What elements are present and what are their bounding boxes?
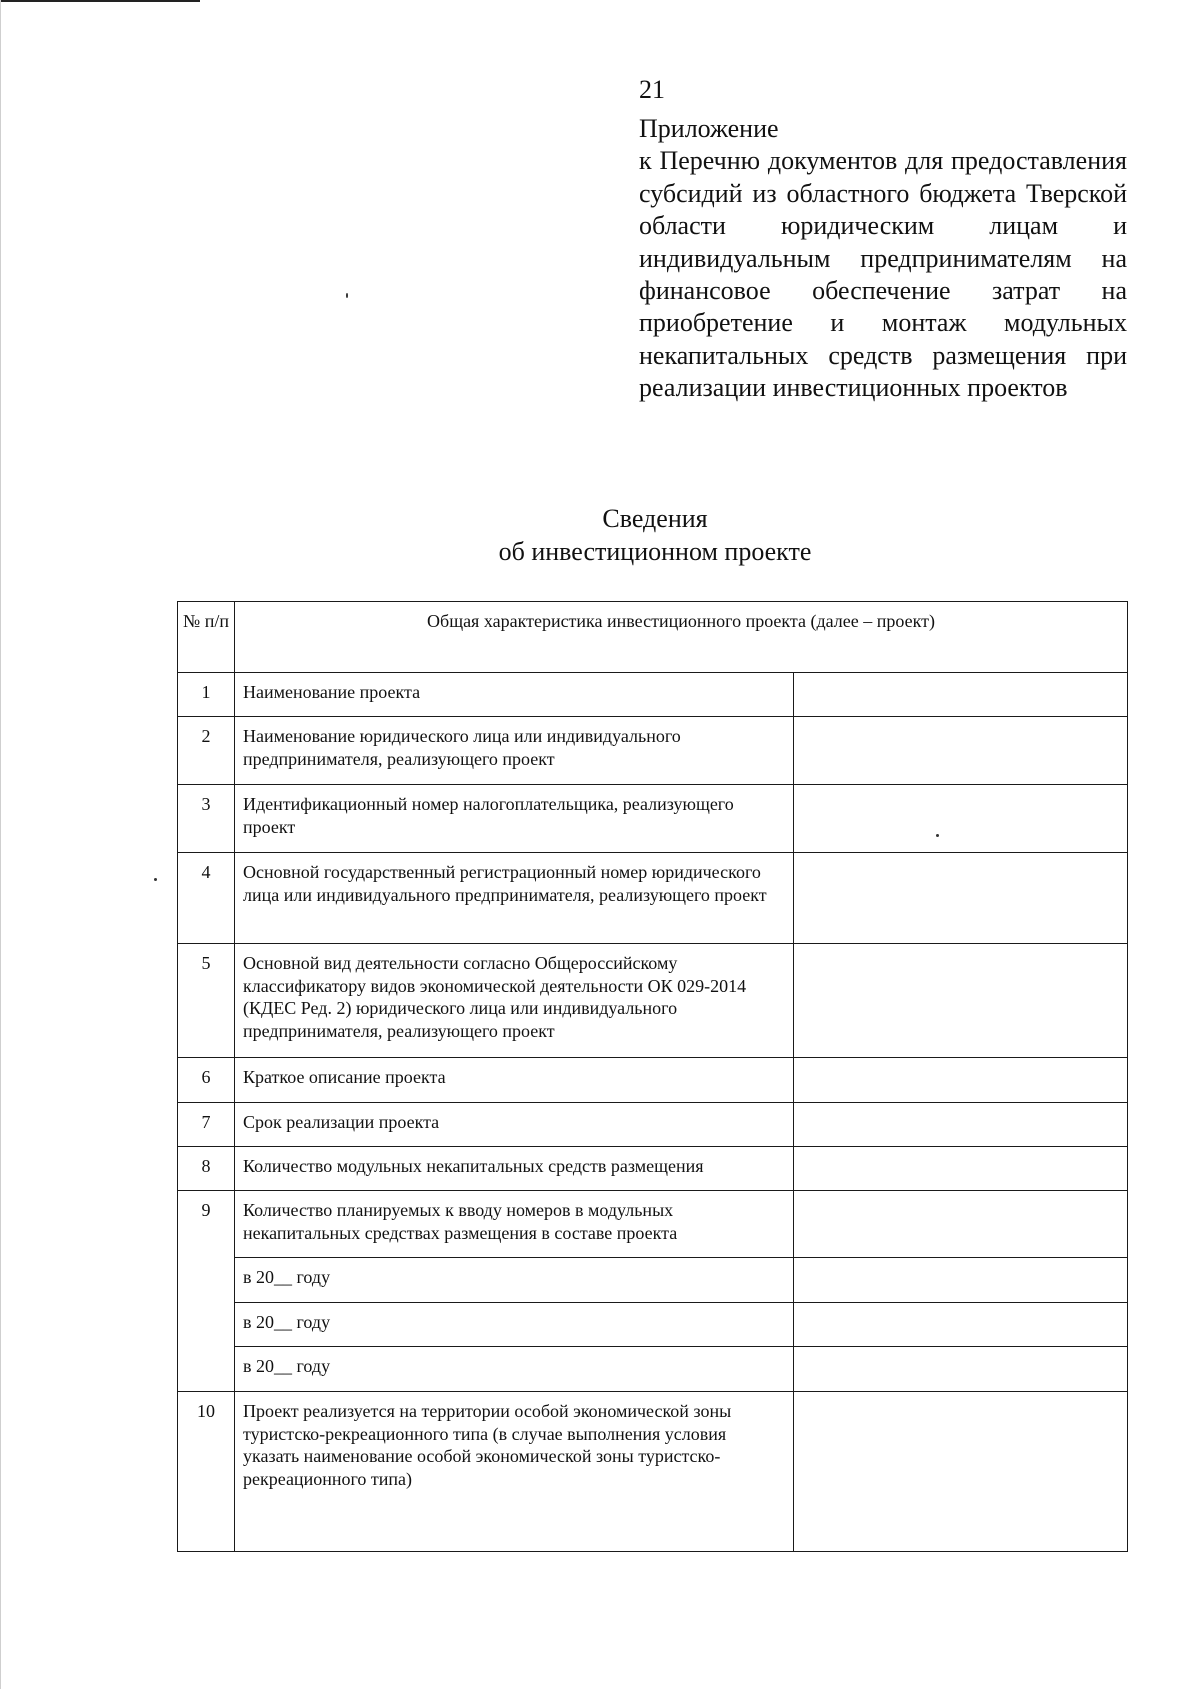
- row-description: Количество модульных некапитальных средств размещения: [235, 1147, 794, 1191]
- row-description: в 20__ году: [235, 1303, 794, 1347]
- scan-speck: [346, 293, 348, 298]
- table-row: [178, 1347, 1128, 1392]
- row-number: 4: [178, 853, 235, 944]
- row-description: Основной государственный регистрационный номер юридического лица или индивидуального предпринимателя, реализующего проект: [235, 853, 794, 944]
- document-heading: [0, 502, 1200, 568]
- row-value-field[interactable]: [794, 1392, 1128, 1552]
- row-number: 10: [178, 1392, 235, 1552]
- row-description: Проект реализуется на территории особой экономической зоны туристско-рекреационного типа (в случае выполнения условия указать наименование особой экономической зоны туристско-рекреационного типа): [235, 1392, 794, 1552]
- row-number: 2: [178, 717, 235, 785]
- row-description: в 20__ году: [235, 1258, 794, 1303]
- row-description: Краткое описание проекта: [235, 1058, 794, 1103]
- row-description: Основной вид деятельности согласно Общероссийскому классификатору видов экономической деятельности ОК 029-2014 (КДЕС Ред. 2) юридического лица или индивидуального предпринимателя, реализующего проект: [235, 944, 794, 1058]
- scan-speck: [154, 878, 157, 881]
- header-number-cell: № п/п: [178, 602, 235, 673]
- row-value-field[interactable]: [794, 1058, 1128, 1103]
- heading-line-1: Сведения: [602, 504, 708, 533]
- table-row: [178, 1058, 1128, 1103]
- scan-artifact-line: [0, 0, 200, 2]
- row-value-field[interactable]: [794, 1103, 1128, 1147]
- row-number: 9: [178, 1191, 235, 1392]
- table-row: [178, 1303, 1128, 1347]
- row-description: Наименование юридического лица или индивидуального предпринимателя, реализующего проект: [235, 717, 794, 785]
- row-description: Наименование проекта: [235, 673, 794, 717]
- row-value-field[interactable]: [794, 673, 1128, 717]
- appendix-title: Приложение: [639, 114, 779, 143]
- table-row: [178, 673, 1128, 717]
- project-info-table: [177, 601, 1128, 1552]
- row-description: Идентификационный номер налогоплательщика, реализующего проект: [235, 785, 794, 853]
- table-row: [178, 1191, 1128, 1258]
- table-row: [178, 1392, 1128, 1552]
- row-description: Срок реализации проекта: [235, 1103, 794, 1147]
- table-row: [178, 785, 1128, 853]
- row-number: 5: [178, 944, 235, 1058]
- row-number: 6: [178, 1058, 235, 1103]
- table-row: [178, 1258, 1128, 1303]
- page-number: 21: [639, 75, 665, 104]
- row-value-field[interactable]: [794, 1258, 1128, 1303]
- row-number: 8: [178, 1147, 235, 1191]
- row-number: 7: [178, 1103, 235, 1147]
- row-description: в 20__ году: [235, 1347, 794, 1392]
- table-row: [178, 1103, 1128, 1147]
- table-row: [178, 1147, 1128, 1191]
- table-row: [178, 853, 1128, 944]
- row-value-field[interactable]: [794, 1347, 1128, 1392]
- heading-line-2: об инвестиционном проекте: [498, 537, 812, 566]
- row-value-field[interactable]: [794, 717, 1128, 785]
- header-title-cell: Общая характеристика инвестиционного проекта (далее – проект): [235, 602, 1128, 673]
- appendix-text: к Перечню документов для предоставления субсидий из областного бюджета Тверской области юридическим лицам и индивидуальным предпринимателям на финансовое обеспечение затрат на приобретение и монтаж модульных некапитальных средств размещения при реализации инвестиционных проектов: [639, 146, 1127, 403]
- row-number: 1: [178, 673, 235, 717]
- scan-artifact-edge: [0, 0, 1, 1689]
- table-header-row: [178, 602, 1128, 673]
- row-value-field[interactable]: [794, 853, 1128, 944]
- row-value-field[interactable]: [794, 1191, 1128, 1258]
- row-value-field[interactable]: [794, 1303, 1128, 1347]
- table-row: [178, 717, 1128, 785]
- row-value-field[interactable]: [794, 1147, 1128, 1191]
- row-value-field[interactable]: [794, 785, 1128, 853]
- table-row: [178, 944, 1128, 1058]
- appendix-block: [639, 113, 1127, 405]
- row-number: 3: [178, 785, 235, 853]
- row-value-field[interactable]: [794, 944, 1128, 1058]
- row-description: Количество планируемых к вводу номеров в модульных некапитальных средствах размещения в составе проекта: [235, 1191, 794, 1258]
